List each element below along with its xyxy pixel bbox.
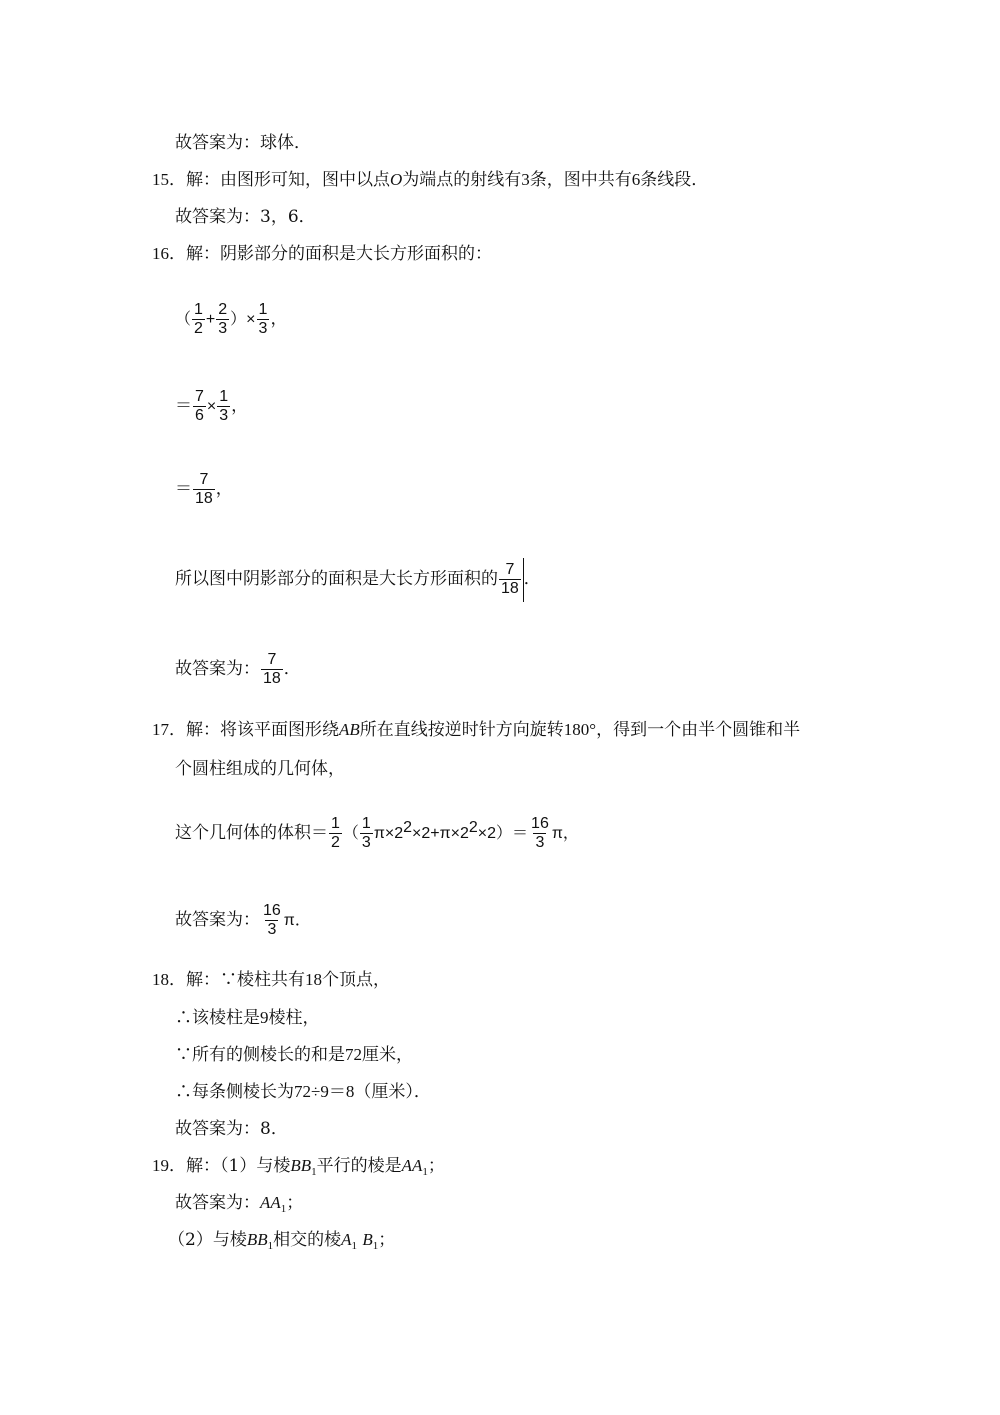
segment-label: AB xyxy=(339,720,360,739)
paren: （ xyxy=(342,825,359,842)
punctuation: ； xyxy=(427,1156,445,1176)
question-18-line-3 xyxy=(175,1043,413,1067)
answer-text: 故答案为： xyxy=(175,1193,260,1213)
text-segment: 个圆柱组成的几何体， xyxy=(175,759,345,779)
punctuation: ， xyxy=(231,396,249,416)
question-number: 15． xyxy=(152,170,186,189)
text-segment: ∵所有的侧棱长的和是 xyxy=(175,1045,345,1065)
text-segment: （2）与棱 xyxy=(168,1230,247,1250)
answer-text: 故答案为：8． xyxy=(175,1119,288,1139)
fraction xyxy=(193,388,206,425)
question-19-line-3 xyxy=(168,1228,395,1254)
expression-16-4 xyxy=(175,557,541,602)
exponent: 2 xyxy=(468,819,478,836)
numerator: 7 xyxy=(505,561,515,578)
subscript: 1 xyxy=(422,1166,428,1178)
expression-16-2 xyxy=(175,386,248,427)
number: 72 xyxy=(345,1045,362,1064)
answer-line-15 xyxy=(175,205,316,229)
number: 9 xyxy=(260,1008,269,1027)
text-segment: 所以图中阴影部分的面积是大长方形面积的 xyxy=(175,569,498,589)
number: 6 xyxy=(631,170,641,189)
point-label: O xyxy=(390,170,403,189)
denominator: 6 xyxy=(195,407,204,424)
question-18 xyxy=(152,968,390,992)
edge-label: AA xyxy=(401,1156,423,1175)
question-number: 19． xyxy=(152,1156,186,1175)
text-segment: 平行的棱是 xyxy=(316,1156,402,1176)
subscript: 1 xyxy=(311,1166,317,1178)
edge-label: A xyxy=(341,1230,352,1249)
question-15 xyxy=(152,168,708,192)
subscript: 1 xyxy=(372,1240,379,1252)
answer-line-18 xyxy=(175,1117,288,1141)
text-segment: 为端点的射线有 xyxy=(402,170,522,190)
denominator: 18 xyxy=(195,490,213,507)
expression-16-3 xyxy=(175,469,233,509)
edge-label: AA xyxy=(260,1193,281,1212)
paren: （ xyxy=(175,311,192,328)
number: 72÷9＝8 xyxy=(294,1082,355,1101)
numerator: 1 xyxy=(258,301,268,318)
operator: + xyxy=(205,311,216,328)
math-text: π， xyxy=(551,825,579,842)
denominator: 3 xyxy=(258,320,268,337)
answer-line-19 xyxy=(175,1191,303,1217)
fraction xyxy=(192,301,205,338)
denominator: 3 xyxy=(218,320,228,337)
subscript: 1 xyxy=(280,1203,287,1215)
punctuation: ． xyxy=(523,569,541,589)
text-segment: 解：∵棱柱共有 xyxy=(186,970,305,990)
edge-label: BB xyxy=(246,1230,268,1249)
math-text: π×2 xyxy=(373,825,404,842)
text-segment: ∴该棱柱是 xyxy=(175,1008,260,1028)
math-text: π． xyxy=(283,912,311,929)
answer-text: 故答案为： xyxy=(175,659,260,679)
math-text: ×2+π×2 xyxy=(412,825,469,842)
question-number: 17． xyxy=(152,720,186,739)
answer-line-14 xyxy=(175,131,311,155)
denominator: 3 xyxy=(267,921,277,938)
numerator: 1 xyxy=(219,388,229,405)
text-segment: ∴每条侧棱长为 xyxy=(175,1082,294,1102)
operator: ＝ xyxy=(175,396,192,416)
fraction xyxy=(360,815,373,852)
angle-value: 180° xyxy=(563,720,597,739)
text-segment: 解：由图形可知，图中以点 xyxy=(186,170,390,190)
edge-label: B xyxy=(362,1230,373,1249)
denominator: 3 xyxy=(219,407,229,424)
numerator: 16 xyxy=(531,815,549,832)
denominator: 2 xyxy=(194,320,203,337)
fraction xyxy=(329,815,342,852)
numerator: 7 xyxy=(195,388,204,405)
text-segment: 相交的棱 xyxy=(273,1230,342,1250)
answer-line-16 xyxy=(175,647,301,691)
expression-16-1 xyxy=(175,299,287,340)
fraction xyxy=(529,815,551,852)
question-16 xyxy=(152,242,492,266)
numerator: 1 xyxy=(194,301,203,318)
question-19 xyxy=(152,1154,445,1180)
number: 3 xyxy=(521,170,530,189)
numerator: 16 xyxy=(263,902,281,919)
fraction xyxy=(193,471,215,508)
text-segment: 厘米， xyxy=(362,1045,413,1065)
text-segment: 解：将该平面图形绕 xyxy=(186,720,339,740)
text-segment: 棱柱， xyxy=(268,1008,320,1028)
numerator: 7 xyxy=(267,651,277,668)
answer-text: 故答案为：3，6． xyxy=(175,207,316,227)
operator: × xyxy=(206,398,217,415)
operator: ）× xyxy=(230,311,256,328)
answer-line-17 xyxy=(175,898,311,943)
punctuation: ， xyxy=(270,309,288,329)
denominator: 3 xyxy=(535,834,545,851)
text-segment: 这个几何体的体积＝ xyxy=(175,823,328,843)
number: 18 xyxy=(305,970,322,989)
question-number: 16． xyxy=(152,244,186,263)
text-segment: 所在直线按逆时针方向旋转 xyxy=(359,720,564,740)
fraction xyxy=(216,301,229,338)
denominator: 18 xyxy=(501,580,519,597)
question-18-line-4 xyxy=(175,1080,431,1104)
exponent: 2 xyxy=(403,819,413,836)
denominator: 3 xyxy=(361,834,371,851)
expression-17-1 xyxy=(175,811,579,856)
subscript: 1 xyxy=(351,1240,357,1252)
fraction xyxy=(261,651,283,688)
question-17 xyxy=(152,718,800,742)
text-segment: 条，图中共有 xyxy=(529,170,632,190)
question-17-line-2 xyxy=(175,757,345,781)
punctuation: ； xyxy=(286,1193,304,1213)
text-segment: 个顶点， xyxy=(322,970,390,990)
fraction xyxy=(217,388,230,425)
text-segment: 解：阴影部分的面积是大长方形面积的： xyxy=(186,244,492,264)
operator: ＝ xyxy=(175,479,192,499)
punctuation: ， xyxy=(215,479,233,499)
denominator: 18 xyxy=(263,670,281,687)
fraction xyxy=(261,902,283,939)
text-segment: 条线段． xyxy=(640,170,709,190)
numerator: 1 xyxy=(331,815,340,832)
punctuation: ． xyxy=(283,659,301,679)
answer-text: 故答案为： xyxy=(175,910,260,930)
fraction xyxy=(499,561,521,598)
text-segment: （厘米）． xyxy=(354,1082,431,1102)
denominator: 2 xyxy=(331,834,340,851)
answer-text: 故答案为：球体． xyxy=(175,133,311,153)
numerator: 7 xyxy=(199,471,209,488)
math-text: ×2）＝ xyxy=(477,825,529,842)
text-segment: 解：（1）与棱 xyxy=(186,1156,291,1176)
numerator: 2 xyxy=(218,301,228,318)
punctuation: ； xyxy=(378,1230,396,1250)
question-number: 18． xyxy=(152,970,186,989)
edge-label: BB xyxy=(290,1156,312,1175)
numerator: 1 xyxy=(361,815,371,832)
text-segment: ，得到一个由半个圆锥和半 xyxy=(596,720,801,740)
fraction xyxy=(257,301,270,338)
subscript: 1 xyxy=(267,1240,274,1252)
question-18-line-2 xyxy=(175,1006,320,1030)
